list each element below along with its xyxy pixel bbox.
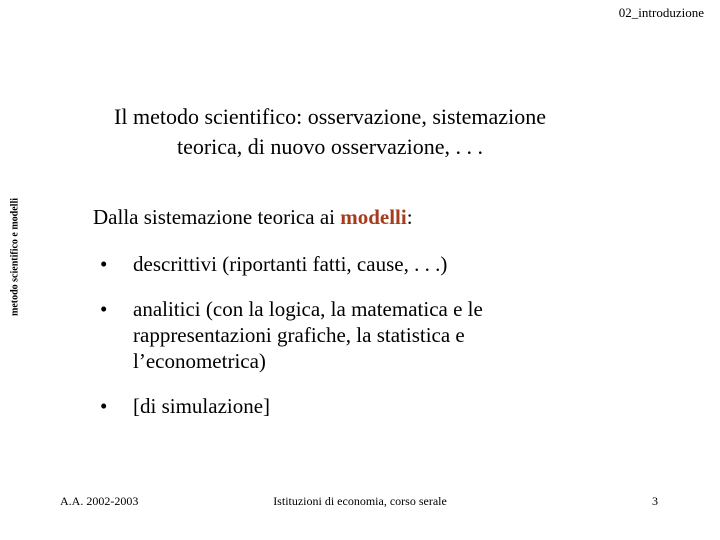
lead-highlight: modelli xyxy=(340,205,407,229)
lead-sentence xyxy=(93,204,563,230)
slide-title xyxy=(60,102,600,162)
bullet-icon: • xyxy=(100,252,108,276)
bullet-icon: • xyxy=(100,297,108,321)
bullet-item-descrittivi xyxy=(93,251,563,277)
lead-prefix: Dalla sistemazione teorica ai xyxy=(93,205,341,229)
slide-title-line-2: teorica, di nuovo osservazione, . . . xyxy=(176,134,484,159)
footer-page-number: 3 xyxy=(652,494,658,508)
slide-title-line-1: Il metodo scientifico: osservazione, sistemazione xyxy=(114,104,546,129)
bullet-item-simulazione xyxy=(93,393,563,419)
bullet-icon: • xyxy=(100,394,108,418)
lead-suffix: : xyxy=(406,205,413,229)
bullet-item-analitici xyxy=(93,296,563,374)
footer-course-name: Istituzioni di economia, corso serale xyxy=(273,494,447,508)
bullet-text: analitici (con la logica, la matematica e le rappresentazioni grafiche, la statistica e l’econometrica) xyxy=(133,297,483,373)
slide-body xyxy=(93,204,563,438)
bullet-text: [di simulazione] xyxy=(133,394,271,418)
bullet-text: descrittivi (riportanti fatti, cause, . . .) xyxy=(133,252,448,276)
footer-academic-year: A.A. 2002-2003 xyxy=(60,494,139,508)
document-label: 02_introduzione xyxy=(618,5,704,20)
vertical-section-label: metodo scientifico e modelli xyxy=(9,197,21,317)
slide-footer xyxy=(0,494,720,514)
